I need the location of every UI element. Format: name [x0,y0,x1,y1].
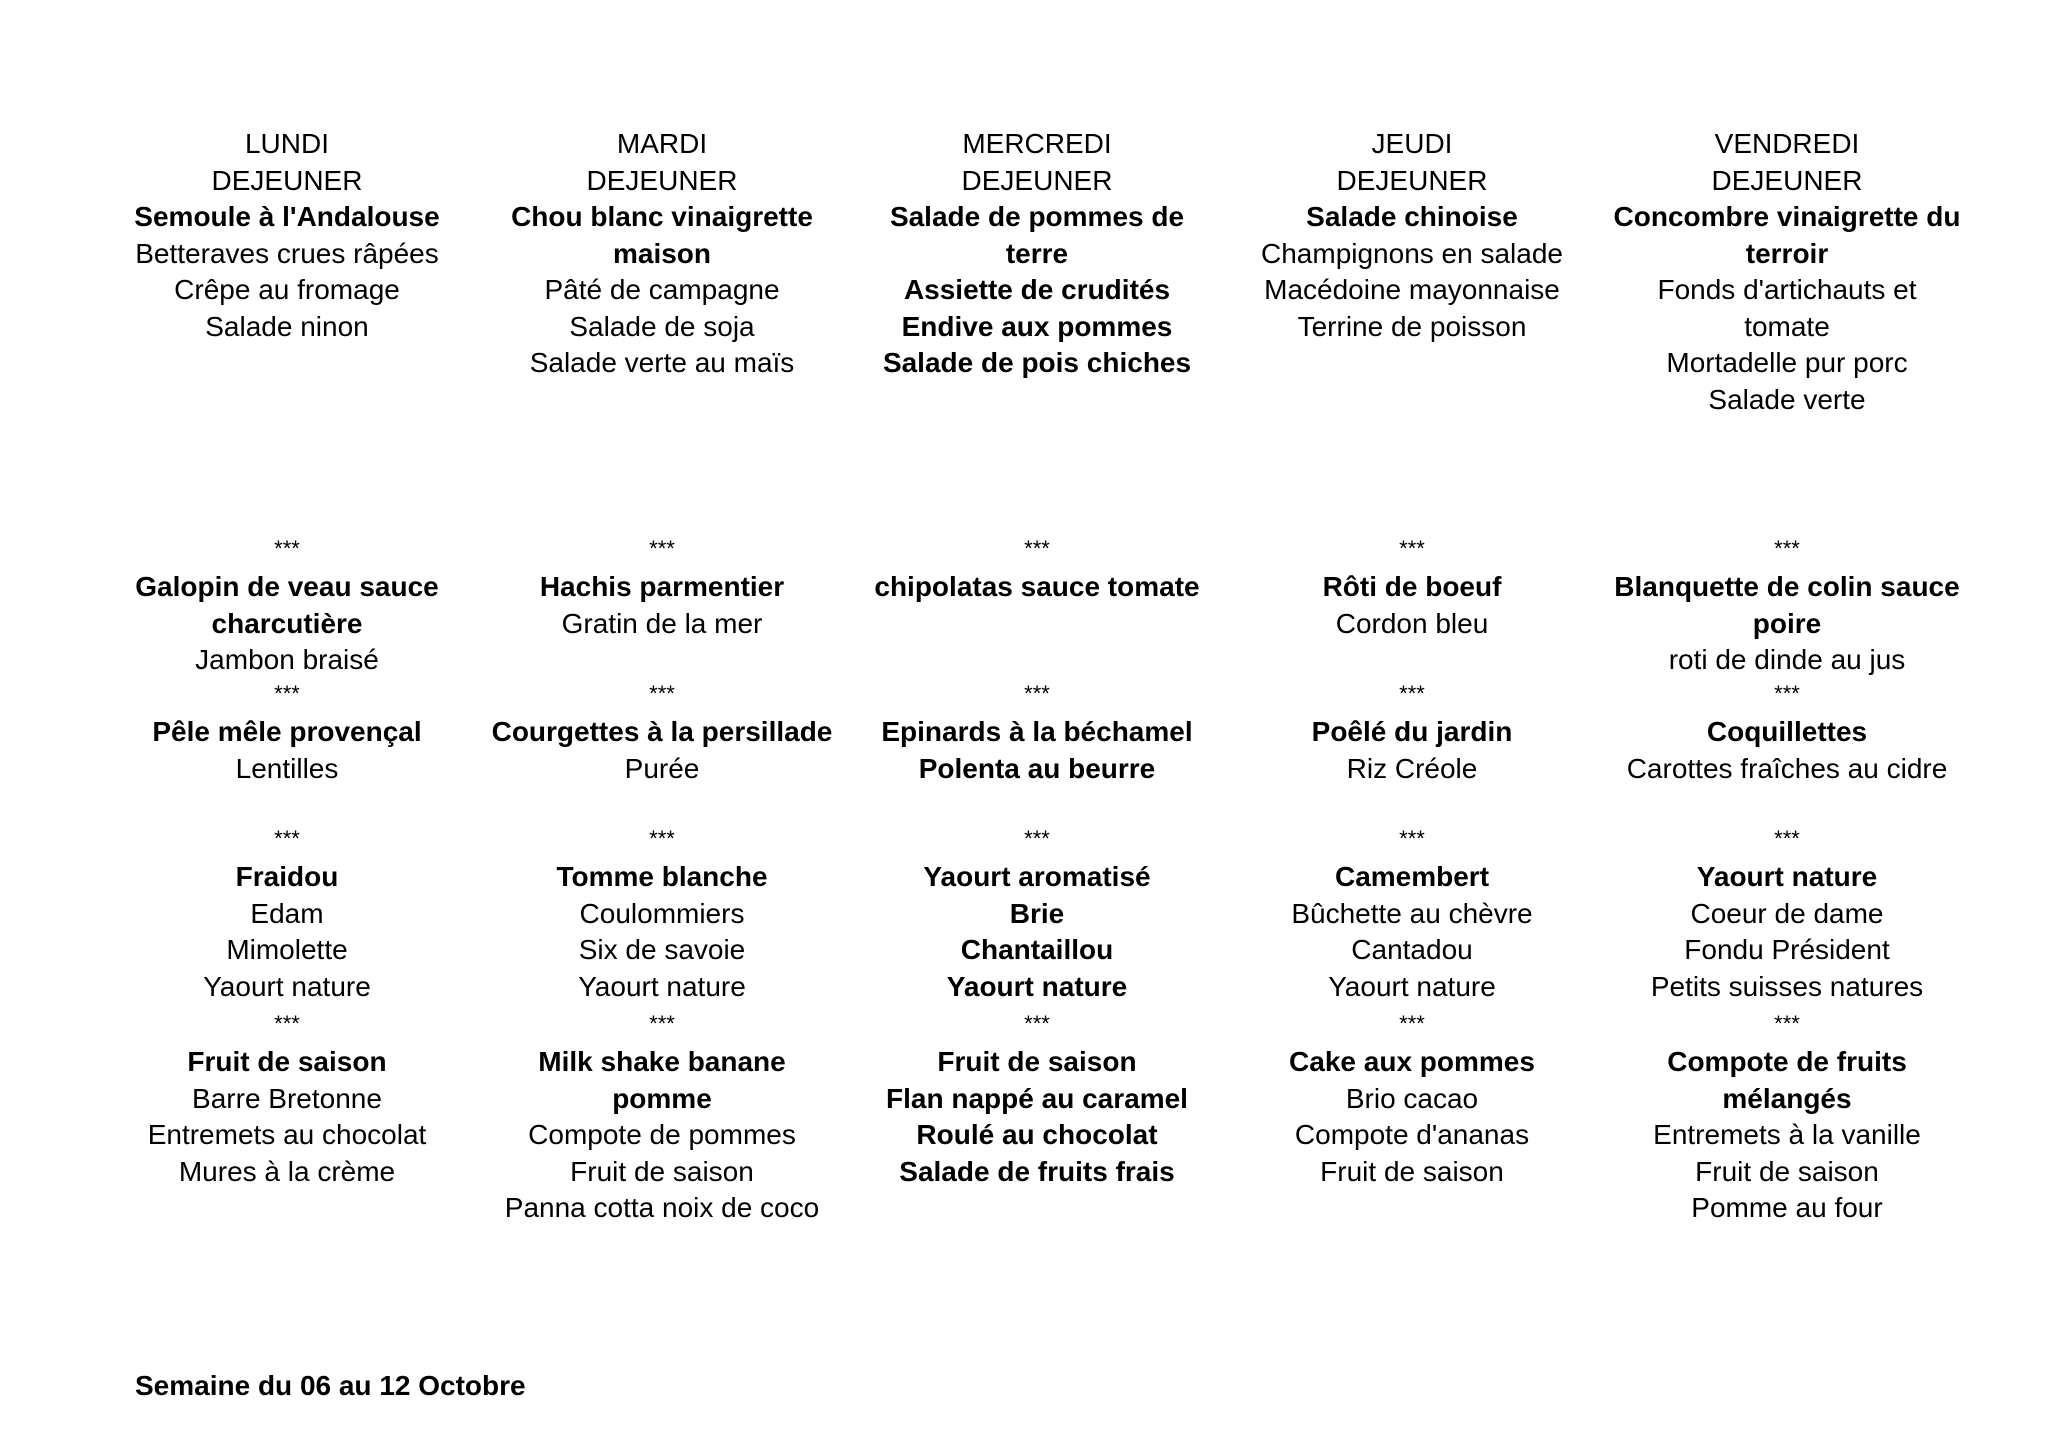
menu-item: pomme [612,1082,712,1114]
menu-item: Entremets au chocolat [147,1119,427,1150]
course-separator: *** [1399,1011,1425,1036]
day-header [475,126,849,199]
menu-item: Salade de pommes de [889,201,1185,232]
menu-item: Courgettes à la persillade [491,716,833,747]
menu-item: Yaourt aromatisé [923,861,1151,892]
menu-item: Gratin de la mer [561,607,763,639]
menu-item: Pomme au four [1691,1192,1883,1223]
course-separator: *** [1399,681,1425,706]
menu-item: Lentilles [235,752,339,784]
menu-item: Jambon braisé [195,644,379,675]
course-section [850,1044,1224,1190]
course-separator: *** [274,826,300,851]
menu-item: Chantaillou [960,934,1114,965]
menu-item: Yaourt nature [1696,861,1878,892]
menu-item: Salade verte [1708,383,1866,415]
menu-item: tomate [1744,310,1830,342]
menu-item: chipolatas sauce tomate [874,571,1200,602]
menu-item: Polenta au beurre [918,752,1156,784]
menu-item: Crêpe au fromage [174,274,400,305]
menu-item: Salade ninon [205,310,369,342]
menu-item: Yaourt nature [578,970,746,1002]
menu-item: Macédoine mayonnaise [1264,274,1560,305]
course-separator: *** [649,681,675,706]
course-separator: *** [1024,826,1050,851]
day-header [1225,126,1599,199]
course-section [100,199,474,345]
menu-item: Betteraves crues râpées [135,237,439,269]
menu-item: Fondu Président [1684,934,1890,965]
menu-item: Salade de fruits frais [899,1155,1175,1187]
menu-item: Salade de pois chiches [882,347,1192,378]
course-section [100,569,474,679]
menu-item: Petits suisses natures [1650,970,1924,1002]
menu-item: Edam [250,897,324,929]
course-separator: *** [274,681,300,706]
course-section [850,714,1224,787]
day-header [100,126,474,199]
menu-item: Yaourt nature [1328,970,1496,1002]
day-name: MERCREDI [962,128,1112,159]
menu-item: Riz Créole [1346,752,1478,784]
course-section [850,199,1224,382]
course-section [1225,199,1599,345]
course-section [850,569,1224,606]
week-label: Semaine du 06 au 12 Octobre [135,1370,526,1401]
meal-name: DEJEUNER [961,164,1113,196]
day-column-mardi [475,126,849,1226]
menu-item: roti de dinde au jus [1668,644,1906,675]
day-header [850,126,1224,199]
course-section [1600,569,1974,679]
course-section [1225,859,1599,1005]
menu-item: Salade de soja [569,310,755,342]
course-separator: *** [1774,536,1800,561]
menu-item: Terrine de poisson [1297,310,1527,342]
menu-item: Fruit de saison [570,1155,754,1187]
course-separator: *** [1024,1011,1050,1036]
menu-item: Fruit de saison [1695,1155,1879,1187]
meal-name: DEJEUNER [586,164,738,196]
menu-item: Panna cotta noix de coco [504,1192,820,1223]
course-section [1225,1044,1599,1190]
day-column-vendredi [1600,126,1974,1226]
course-section [1225,569,1599,642]
course-section [1600,859,1974,1005]
course-section [850,859,1224,1005]
menu-item: Roulé au chocolat [916,1119,1158,1150]
menu-item: Cantadou [1351,934,1473,965]
course-separator: *** [1399,826,1425,851]
menu-item: Six de savoie [578,934,746,965]
course-section [1600,199,1974,418]
course-section [1600,1044,1974,1227]
menu-item: Carottes fraîches au cidre [1626,752,1948,784]
menu-item: Coquillettes [1706,716,1868,747]
course-section [100,1044,474,1190]
menu-item: Poêlé du jardin [1311,716,1513,747]
course-section [475,569,849,642]
menu-item: Chou blanc vinaigrette [511,201,813,232]
course-separator: *** [1024,681,1050,706]
course-section [475,1044,849,1227]
menu-item: Purée [624,752,700,784]
course-section [475,199,849,382]
menu-item: Brio cacao [1345,1082,1479,1114]
menu-item: poire [1752,607,1822,639]
menu-item: Compote de fruits [1667,1046,1907,1077]
course-separator: *** [1024,536,1050,561]
menu-item: Milk shake banane [538,1046,786,1077]
menu-item: Fruit de saison [1320,1155,1504,1187]
menu-item: Galopin de veau sauce [135,571,439,602]
menu-item: terroir [1745,237,1829,269]
day-name: VENDREDI [1714,128,1860,159]
menu-item: Champignons en salade [1261,237,1563,269]
menu-item: Fonds d'artichauts et [1657,274,1917,305]
course-section [100,859,474,1005]
menu-item: charcutière [211,607,363,639]
course-separator: *** [1399,536,1425,561]
menu-item: Camembert [1334,861,1490,892]
menu-item: Hachis parmentier [539,571,785,602]
day-column-jeudi [1225,126,1599,1226]
menu-item: maison [612,237,712,269]
menu-item: Blanquette de colin sauce [1614,571,1960,602]
course-separator: *** [1774,826,1800,851]
day-header [1600,126,1974,199]
course-separator: *** [1774,1011,1800,1036]
menu-item: Concombre vinaigrette du [1613,201,1961,232]
day-column-lundi [100,126,474,1226]
menu-item: Coeur de dame [1690,897,1884,929]
menu-item: Epinards à la béchamel [881,716,1193,747]
course-separator: *** [649,536,675,561]
menu-item: Pêle mêle provençal [152,716,422,747]
menu-item: Fruit de saison [937,1046,1137,1077]
menu-item: Compote d'ananas [1294,1119,1530,1150]
menu-item: Rôti de boeuf [1322,571,1502,602]
menu-item: Pâté de campagne [544,274,780,305]
menu-item: Mortadelle pur porc [1666,347,1908,378]
menu-item: Tomme blanche [556,861,768,892]
menu-item: Salade chinoise [1306,201,1518,232]
course-section [100,714,474,787]
day-column-mercredi [850,126,1224,1226]
menu-item: Cake aux pommes [1289,1046,1535,1077]
course-separator: *** [274,1011,300,1036]
menu-item: Semoule à l'Andalouse [134,201,440,232]
menu-item: Barre Bretonne [192,1082,382,1114]
menu-item: Coulommiers [579,897,745,929]
course-section [1225,714,1599,787]
day-name: MARDI [616,128,708,159]
day-name: LUNDI [244,128,329,159]
course-section [475,714,849,787]
menu-item: Endive aux pommes [901,310,1173,342]
menu-item: Salade verte au maïs [529,347,795,378]
menu-item: terre [1005,237,1069,269]
menu-item: Brie [1009,897,1065,929]
course-section [1600,714,1974,787]
meal-name: DEJEUNER [211,164,363,196]
menu-item: Fruit de saison [187,1046,387,1077]
menu-item: Yaourt nature [203,970,371,1002]
course-separator: *** [1774,681,1800,706]
meal-name: DEJEUNER [1711,164,1863,196]
menu-item: Fraidou [235,861,339,892]
menu-item: Yaourt nature [946,970,1128,1002]
course-section [475,859,849,1005]
menu-item: Entremets à la vanille [1653,1119,1921,1150]
day-name: JEUDI [1371,128,1453,159]
course-separator: *** [649,1011,675,1036]
menu-item: Compote de pommes [528,1119,796,1150]
menu-item: Flan nappé au caramel [886,1082,1188,1114]
meal-name: DEJEUNER [1336,164,1488,196]
course-separator: *** [649,826,675,851]
menu-item: Mimolette [226,934,348,965]
course-separator: *** [274,536,300,561]
menu-item: Bûchette au chèvre [1291,897,1533,929]
menu-item: mélangés [1722,1082,1852,1114]
menu-item: Mures à la crème [178,1155,396,1187]
menu-item: Assiette de crudités [903,274,1171,305]
menu-item: Cordon bleu [1335,607,1489,639]
